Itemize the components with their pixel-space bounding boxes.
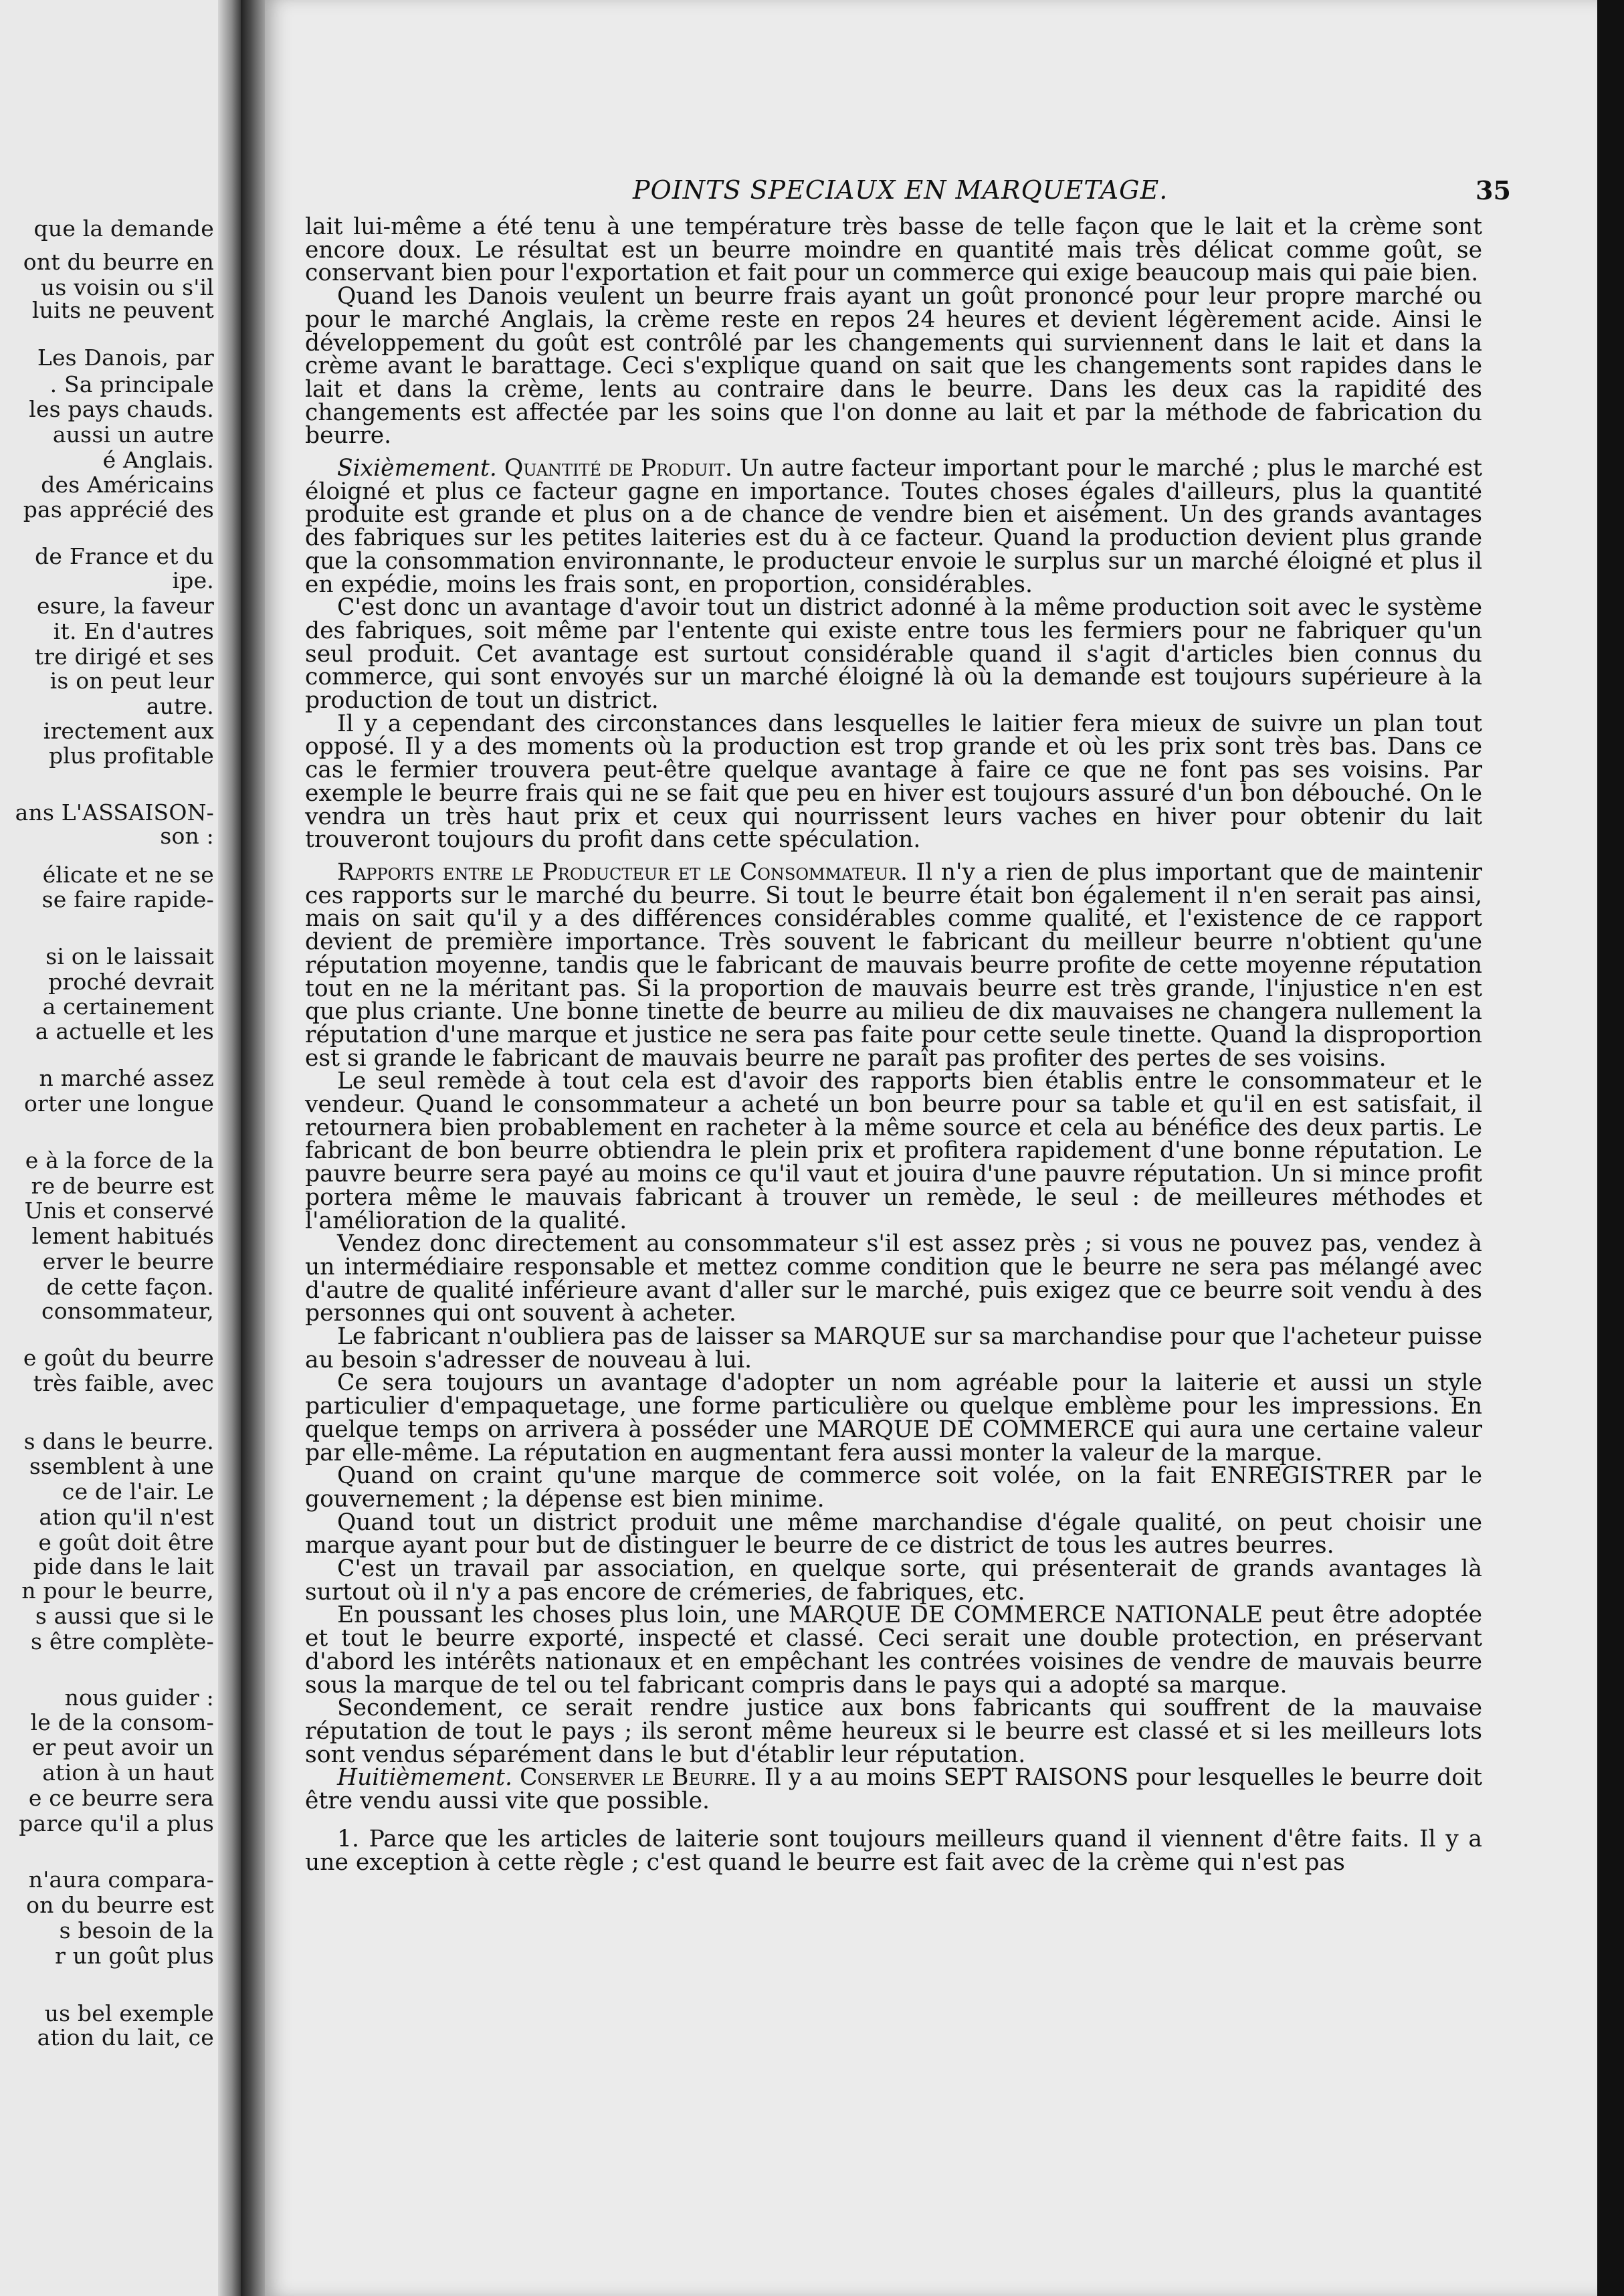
paragraph: Ce sera toujours un avantage d'adopter un nom agréable pour la laiterie et aussi un style particulier d'empaquetage, une forme particulière ou quelque emblème pour les impressions. En quelque temps on arrivera à posséder une MARQUE DE COMMERCE qui aura une certaine valeur par elle-même. La réputation en augmentant fera aussi monter la valeur de la marque. <box>305 1369 1482 1466</box>
facing-page-line: e goût du beurre <box>23 1345 214 1371</box>
facing-page-line: pas apprécié des <box>23 496 214 522</box>
facing-page-line: ation qu'il n'est <box>39 1504 214 1530</box>
facing-page-line: s besoin de la <box>59 1917 214 1943</box>
paragraph: Le seul remède à tout cela est d'avoir des rapports bien établis entre le consommateur et le vendeur. Quand le consommateur a acheté un bon beurre pour sa table et qu'il en est satisfait, il retournera bien probablement en racheter à la même source et cela au bénéfice des deux partis. Le fabricant de bon beurre obtiendra le plein prix et profitera rapidement d'une bonne réputation. Le pauvre beurre sera payé au moins ce qu'il vaut et jouira d'une pauvre réputation. Un si mince profit portera même le mauvais fabricant à trouver un remède, le seul : de meilleures méthodes et l'amélioration de la qualité. <box>305 1068 1482 1234</box>
facing-page-line: consommateur, <box>41 1298 214 1324</box>
facing-page-line: des Américains <box>41 472 214 498</box>
paragraph: Secondement, ce serait rendre justice aux bons fabricants qui souffrent de la mauvaise réputation de tout le pays ; ils seront même heureux si le beurre est classé et si les meilleurs lots sont vendus séparément dans le but d'établir leur réputation. <box>305 1695 1482 1768</box>
facing-page-line: ssemblent à une <box>29 1453 214 1479</box>
paragraph: lait lui-même a été tenu à une température très basse de telle façon que le lait et la crème sont encore doux. Le résultat est un beurre moindre en quantité mais très délicat comme goût, se conservant bien pour l'exportation et fait pour un commerce qui exige beaucoup mais qui paie bien. <box>305 213 1482 287</box>
facing-page-line: aussi un autre <box>52 421 214 448</box>
facing-page-line: pide dans le lait <box>33 1553 214 1580</box>
facing-page-line: se faire rapide- <box>41 886 214 913</box>
facing-page-line: nous guider : <box>64 1685 214 1711</box>
facing-page-line: ont du beurre en <box>23 249 214 275</box>
paragraph: En poussant les choses plus loin, une MARQUE DE COMMERCE NATIONALE peut être adoptée et tout le beurre exporté, inspecté et classé. Ceci serait une double protection, en préservant d'abord les intérêts nationaux et en empêchant les contrées voisines de vendre de mauvais beurre sous la marque de tel ou tel fabricant compris dans le pays qui a adopté sa marque. <box>305 1602 1482 1699</box>
facing-page-line: ation à un haut <box>42 1759 214 1786</box>
facing-page-line: de cette façon. <box>46 1274 214 1300</box>
facing-page-line: très faible, avec <box>33 1370 214 1396</box>
page <box>265 0 1597 2296</box>
facing-page-line: é Anglais. <box>102 447 214 473</box>
paragraph: Sixièmement. Quantité de Produit. Un autre facteur important pour le marché ; plus le marché est éloigné et plus ce facteur gagne en importance. Toutes choses égales d'ailleurs, plus la quantité produite est grande et plus on a de chance de vendre bien et aisément. Un des grands avantages des fabriques sur les petites laiteries est du à ce facteur. Quand la production devient plus grande que la consommation environnante, le producteur envoie le surplus sur un marché éloigné et plus il en expédie, moins les frais sont, en proportion, considérables. <box>305 455 1483 598</box>
facing-page-line: e à la force de la <box>25 1147 214 1173</box>
paragraph: Le fabricant n'oubliera pas de laisser sa MARQUE sur sa marchandise pour que l'acheteur puisse au besoin s'adresser de nouveau à lui. <box>305 1323 1482 1373</box>
facing-page-line: e ce beurre sera <box>28 1785 214 1811</box>
facing-page-line: n marché assez <box>39 1065 214 1091</box>
paragraph: Rapports entre le Producteur et le Consommateur. Il n'y a rien de plus important que de maintenir ces rapports sur le marché du beurre. Si tout le beurre était bon également il n'en serait pas ainsi, mais on sait qu'il y a des différences considérables comme qualité, et l'existence de ce rapport devient de première importance. Très souvent le fabricant du meilleur beurre n'obtient qu'une réputation moyenne, tandis que le fabricant de mauvais beurre profite de cette moyenne réputation tout en ne la méritant pas. Si la proportion de mauvais beurre est très grande, l'injustice n'en est que plus criante. Une bonne tinette de beurre au milieu de dix mauvaises ne changera nullement la réputation d'une marque et justice ne sera pas faite pour cette seule tinette. Quand la disproportion est si grande le fabricant de mauvais beurre ne paraît pas profiter des pertes de ses voisins. <box>305 858 1482 1072</box>
facing-page-line: les pays chauds. <box>29 396 214 422</box>
paragraph: Huitièmement. Conserver le Beurre. Il y a au moins SEPT RAISONS pour lesquelles le beurre doit être vendu aussi vite que possible. <box>305 1764 1483 1815</box>
facing-page-line: erver le beurre <box>42 1248 214 1274</box>
facing-page-line: it. En d'autres <box>53 618 214 644</box>
facing-page-line: plus profitable <box>48 743 214 769</box>
facing-page-line: orter une longue <box>23 1090 214 1117</box>
facing-page-line: r un goût plus <box>55 1943 214 1969</box>
facing-page-line: de France et du <box>35 543 214 569</box>
facing-page-line: lement habitués <box>31 1223 214 1249</box>
paragraph: Quand on craint qu'une marque de commerce soit volée, on la fait ENREGISTRER par le gouvernement ; la dépense est bien minime. <box>305 1462 1482 1513</box>
facing-page-line: . Sa principale <box>49 371 214 397</box>
facing-page-line: n'aura compara- <box>28 1867 214 1893</box>
facing-page-line: ipe. <box>172 567 214 593</box>
facing-page-line: si on le laissait <box>45 943 214 969</box>
facing-page-line: is on peut leur <box>49 668 214 694</box>
paragraph: Vendez donc directement au consommateur s'il est assez près ; si vous ne pouvez pas, vendez à un intermédiaire responsable et mettez comme condition que le beurre ne sera pas mélangé avec d'autre de qualité inférieure avant d'aller sur le marché, puis exigez que ce beurre soit vendu à des personnes qui ont souvent à acheter. <box>305 1230 1482 1327</box>
facing-page-line: a actuelle et les <box>35 1018 214 1044</box>
section-heading: Conserver le Beurre. <box>520 1764 757 1792</box>
facing-page-line: ce de l'air. Le <box>62 1478 214 1505</box>
paragraph: Quand tout un district produit une même marchandise d'égale qualité, on peut choisir une marque ayant pour but de distinguer le beurre de ce district de tous les autres beurres. <box>305 1509 1482 1559</box>
facing-page-line: er peut avoir un <box>31 1734 214 1760</box>
facing-page-line: son : <box>160 823 214 849</box>
running-title: POINTS SPECIAUX EN MARQUETAGE. <box>633 175 1169 205</box>
facing-page-line: ans L'ASSAISON- <box>15 799 214 826</box>
scan-border <box>1597 0 1624 2296</box>
facing-page-line: Les Danois, par <box>37 345 214 371</box>
section-lead: Huitièmement. <box>337 1764 512 1792</box>
paragraph: C'est un travail par association, en quelque sorte, qui présenterait de grands avantages là surtout où il n'y a pas encore de crémeries, de fabriques, etc. <box>305 1555 1482 1606</box>
facing-page-line: on du beurre est <box>26 1892 214 1918</box>
facing-page-line: us voisin ou s'il <box>40 274 214 300</box>
facing-page-line: esure, la faveur <box>36 593 214 619</box>
facing-page-line: élicate et ne se <box>42 862 214 888</box>
paragraph: Quand les Danois veulent un beurre frais ayant un goût prononcé pour leur propre marché ou pour le marché Anglais, la crème reste en repos 24 heures et devient légèrement acide. Ainsi le développement du goût est contrôlé par les changements qui surviennent dans le lait et dans la crème avant le barattage. Ceci s'explique quand on sait que les changements sont rapides dans le lait et dans la crème, lents au contraire dans le beurre. Dans les deux cas la rapidité des changements est affectée par les soins que l'on donne au lait et par la méthode de fabrication du beurre. <box>305 283 1482 450</box>
section-heading: Quantité de Produit. <box>504 455 732 482</box>
facing-page-line: proché devrait <box>48 969 214 995</box>
facing-page-line: re de beurre est <box>31 1173 214 1199</box>
book-spine <box>241 0 265 2296</box>
facing-page-line: s dans le beurre. <box>23 1428 214 1454</box>
facing-page-line: irectement aux <box>43 718 214 744</box>
facing-page-line: Unis et conservé <box>24 1198 214 1224</box>
facing-page-line: ation du lait, ce <box>37 2024 214 2050</box>
paragraph: 1. Parce que les articles de laiterie sont toujours meilleurs quand il viennent d'être faits. Il y a une exception à cette règle ; c'est quand le beurre est fait avec de la crème qui n'est pas <box>305 1825 1482 1876</box>
facing-page-line: us bel exemple <box>44 2000 214 2026</box>
facing-page-line: tre dirigé et ses <box>34 644 214 670</box>
page-number: 35 <box>1476 175 1511 205</box>
body-text <box>305 215 1482 1874</box>
facing-page-line: s être complète- <box>31 1628 214 1654</box>
facing-page-line: n pour le beurre, <box>21 1577 214 1604</box>
facing-page-line: luits ne peuvent <box>31 297 214 323</box>
facing-page-line: que la demande <box>33 215 214 242</box>
page-gutter <box>218 0 241 2296</box>
section-heading: Rapports entre le Producteur et le Consommateur. <box>337 858 908 886</box>
facing-page-line: le de la consom- <box>30 1709 214 1735</box>
paragraph: C'est donc un avantage d'avoir tout un district adonné à la même production soit avec le système des fabriques, soit même par l'entente qui existe entre tous les fermiers pour ne fabriquer qu'un seul produit. Cet avantage est surtout considérable quand il s'agit d'articles bien connus du commerce, qui sont envoyés sur un marché éloigné là où la demande est toujours supérieure à la production de tout un district. <box>305 594 1482 714</box>
facing-page-line: autre. <box>146 693 214 719</box>
section-lead: Sixièmement. <box>337 455 497 482</box>
facing-page-line: e goût doit être <box>38 1529 214 1555</box>
paragraph: Il y a cependant des circonstances dans lesquelles le laitier fera mieux de suivre un plan tout opposé. Il y a des moments où la production est trop grande et où les prix sont très bas. Dans ce cas le fermier trouvera peut-être quelque avantage à faire ce que ne font pas ses voisins. Par exemple le beurre frais qui ne se fait que peu en hiver est toujours assuré d'un bon débouché. On le vendra un très haut prix et ceux qui nourrissent leurs vaches en hiver pour obtenir du lait trouveront toujours du profit dans cette spéculation. <box>305 710 1482 854</box>
facing-page-left <box>0 0 241 2296</box>
facing-page-line: a certainement <box>42 993 214 1020</box>
facing-page-line: s aussi que si le <box>35 1603 214 1629</box>
facing-page-line: parce qu'il a plus <box>19 1810 214 1836</box>
